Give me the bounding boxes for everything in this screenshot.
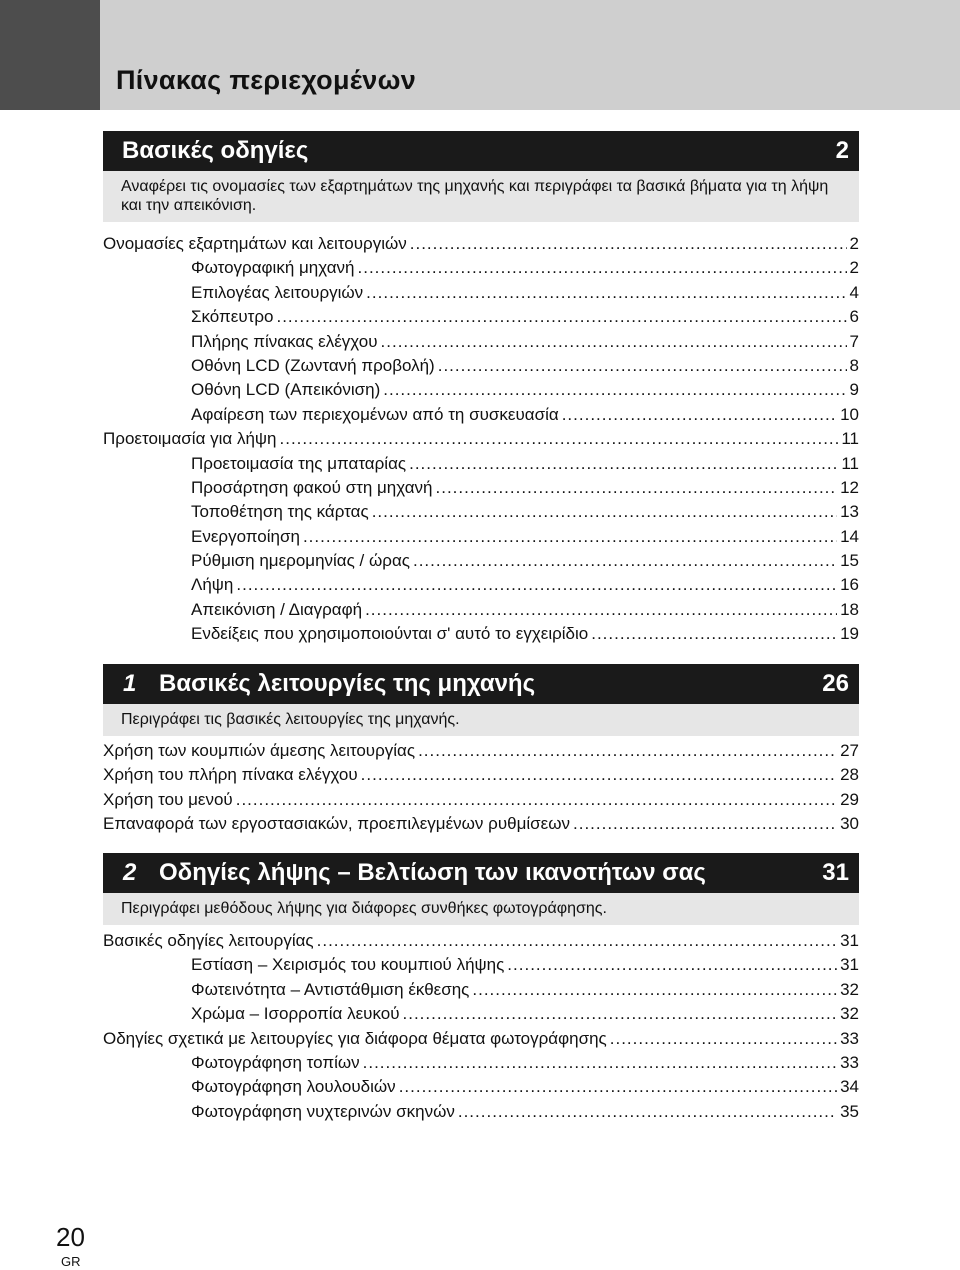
dot-leader: [438, 354, 847, 378]
dot-leader: [365, 598, 837, 622]
toc-entry-page: 33: [840, 1028, 859, 1048]
toc-entry-label: Εστίαση – Χειρισμός του κουμπιού λήψης: [191, 955, 505, 975]
toc-entry-label: Φωτογράφηση νυχτερινών σκηνών: [191, 1101, 455, 1121]
section-title: Βασικές οδηγίες: [122, 137, 309, 164]
dot-leader: [507, 953, 837, 977]
toc-entry-label: Φωτογράφηση λουλουδιών: [191, 1077, 396, 1097]
toc-entry[interactable]: [103, 476, 859, 500]
toc-entry[interactable]: [103, 330, 859, 354]
dot-leader: [410, 232, 847, 256]
toc-entry-label: Ενδείξεις που χρησιμοποιούνται σ' αυτό το εγχειρίδιο: [191, 624, 589, 644]
toc-entry[interactable]: [103, 788, 859, 812]
dot-leader: [383, 378, 846, 402]
toc-entry[interactable]: [103, 1051, 859, 1075]
toc-entry-page: 32: [840, 979, 859, 999]
dot-leader: [236, 788, 837, 812]
section-page: 31: [822, 859, 849, 886]
toc-entry-page: 30: [840, 814, 859, 834]
toc-entry-page: 14: [840, 526, 859, 546]
toc-entry[interactable]: [103, 452, 859, 476]
dot-leader: [317, 929, 837, 953]
toc-entry-page: 28: [840, 765, 859, 785]
dot-leader: [418, 739, 837, 763]
toc-entry-page: 7: [849, 331, 859, 351]
page-title: Πίνακας περιεχομένων: [116, 65, 417, 95]
toc-entry-page: 31: [840, 931, 859, 950]
toc-entry-page: 18: [840, 599, 859, 619]
toc-entry-label: Φωτεινότητα – Αντιστάθμιση έκθεσης: [191, 979, 470, 999]
toc-entry-label: Προετοιμασία για λήψη: [103, 429, 277, 449]
section-page: 2: [835, 137, 849, 164]
toc-entry[interactable]: [103, 256, 859, 280]
dot-leader: [372, 500, 837, 524]
toc-entry-page: 35: [840, 1101, 859, 1121]
dot-leader: [403, 1002, 838, 1026]
dot-leader: [363, 1051, 837, 1075]
toc-entry-page: 29: [840, 789, 859, 809]
toc-entry-label: Χρήση του μενού: [103, 789, 233, 809]
toc-entry-label: Προσάρτηση φακού στη μηχανή: [191, 477, 433, 497]
toc-entry-label: Ρύθμιση ημερομηνίας / ώρας: [191, 551, 410, 571]
toc-entry-page: 4: [849, 282, 859, 302]
toc-entry-label: Ενεργοποίηση: [191, 526, 300, 546]
toc-entry-label: Οδηγίες σχετικά με λειτουργίες για διάφορα θέματα φωτογράφησης: [103, 1028, 607, 1048]
toc-entry-page: 11: [841, 453, 859, 473]
toc-entry-label: Οθόνη LCD (Ζωντανή προβολή): [191, 355, 435, 375]
toc-entry-label: Προετοιμασία της μπαταρίας: [191, 453, 407, 473]
toc-entry-label: Σκόπευτρο: [191, 307, 274, 327]
toc-entry-label: Βασικές οδηγίες λειτουργίας: [103, 931, 314, 950]
toc-list-basic-camera-functions: [103, 739, 859, 837]
dot-leader: [366, 281, 846, 305]
toc-entry-page: 13: [840, 502, 859, 522]
toc-entry-page: 34: [840, 1077, 859, 1097]
toc-entry-label: Πλήρης πίνακας ελέγχου: [191, 331, 378, 351]
toc-entry-page: 16: [840, 575, 859, 595]
section-page: 26: [822, 670, 849, 697]
section-basic-instructions: [103, 131, 859, 222]
dot-leader: [280, 427, 839, 451]
toc-entry[interactable]: [103, 573, 859, 597]
toc-entry-page: 27: [840, 741, 859, 760]
section-description: Περιγράφει μεθόδους λήψης για διάφορες συνθήκες φωτογράφησης.: [103, 893, 859, 925]
toc-entry-page: 9: [849, 380, 859, 400]
toc-entry[interactable]: [103, 622, 859, 646]
dot-leader: [562, 403, 837, 427]
toc-entry-label: Χρήση των κουμπιών άμεσης λειτουργίας: [103, 741, 416, 760]
toc-entry[interactable]: [103, 978, 859, 1002]
toc-entry-label: Φωτογραφική μηχανή: [191, 258, 355, 278]
dot-leader: [436, 476, 838, 500]
toc-entry[interactable]: [103, 1075, 859, 1099]
dot-leader: [413, 549, 837, 573]
dot-leader: [361, 763, 837, 787]
toc-entry[interactable]: [103, 598, 859, 622]
toc-entry[interactable]: [103, 525, 859, 549]
toc-entry[interactable]: [103, 305, 859, 329]
toc-entry[interactable]: [103, 427, 859, 451]
toc-entry[interactable]: [103, 953, 859, 977]
toc-entry-page: 12: [840, 477, 859, 497]
dot-leader: [573, 812, 837, 836]
toc-entry[interactable]: [103, 1100, 859, 1124]
toc-entry-page: 10: [840, 404, 859, 424]
toc-entry[interactable]: [103, 812, 859, 836]
toc-entry-label: Φωτογράφηση τοπίων: [191, 1052, 360, 1072]
toc-entry[interactable]: [103, 763, 859, 787]
dot-leader: [591, 622, 837, 646]
section-title: Οδηγίες λήψης – Βελτίωση των ικανοτήτων σας: [159, 859, 706, 886]
section-description: Περιγράφει τις βασικές λειτουργίες της μηχανής.: [103, 704, 859, 736]
dot-leader: [610, 1027, 837, 1051]
toc-entry-page: 2: [849, 234, 859, 253]
toc-entry-label: Τοποθέτηση της κάρτας: [191, 502, 369, 522]
toc-entry-label: Χρήση του πλήρη πίνακα ελέγχου: [103, 765, 358, 785]
toc-entry[interactable]: [103, 354, 859, 378]
dot-leader: [303, 525, 837, 549]
toc-entry-page: 32: [840, 1004, 859, 1024]
language-code: GR: [61, 1254, 81, 1269]
section-header: [103, 131, 859, 171]
toc-entry-page: 15: [840, 551, 859, 571]
dot-leader: [358, 256, 847, 280]
dot-leader: [236, 573, 837, 597]
toc-list-shooting-guide: [103, 929, 859, 1124]
toc-entry[interactable]: [103, 378, 859, 402]
toc-entry-label: Ονομασίες εξαρτημάτων και λειτουργιών: [103, 234, 407, 253]
toc-entry-page: 19: [840, 624, 859, 644]
section-title: Βασικές λειτουργίες της μηχανής: [159, 670, 536, 697]
dot-leader: [399, 1075, 837, 1099]
toc-entry-label: Επιλογέας λειτουργιών: [191, 282, 364, 302]
toc-entry[interactable]: [103, 1027, 859, 1051]
toc-entry[interactable]: [103, 549, 859, 573]
dot-leader: [458, 1100, 837, 1124]
page-number: 20: [56, 1222, 85, 1252]
toc-entry[interactable]: [103, 1002, 859, 1026]
toc-entry[interactable]: [103, 739, 859, 763]
toc-entry-page: 31: [840, 955, 859, 975]
header-tab: [0, 0, 100, 110]
toc-entry-label: Χρώμα – Ισορροπία λευκού: [191, 1004, 400, 1024]
toc-list-basic-instructions: [103, 232, 859, 647]
toc-entry[interactable]: [103, 232, 859, 256]
toc-entry[interactable]: [103, 929, 859, 953]
toc-entry-label: Απεικόνιση / Διαγραφή: [191, 599, 363, 619]
dot-leader: [409, 452, 838, 476]
toc-entry-page: 33: [840, 1052, 859, 1072]
toc-entry[interactable]: [103, 403, 859, 427]
toc-entry-page: 2: [849, 258, 859, 278]
dot-leader: [276, 305, 846, 329]
section-header: [103, 853, 859, 893]
toc-entry[interactable]: [103, 281, 859, 305]
toc-entry-page: 6: [849, 307, 859, 327]
toc-entry-page: 8: [849, 355, 859, 375]
dot-leader: [472, 978, 837, 1002]
toc-entry-label: Αφαίρεση των περιεχομένων από τη συσκευασία: [191, 404, 559, 424]
section-header: [103, 664, 859, 704]
section-shooting-guide: [103, 853, 859, 925]
toc-entry[interactable]: [103, 500, 859, 524]
section-number: 1: [123, 670, 137, 697]
section-number: 2: [123, 859, 137, 886]
dot-leader: [381, 330, 847, 354]
toc-entry-page: 11: [841, 429, 859, 449]
toc-entry-label: Λήψη: [191, 575, 234, 595]
toc-entry-label: Οθόνη LCD (Απεικόνιση): [191, 380, 381, 400]
toc-entry-label: Επαναφορά των εργοστασιακών, προεπιλεγμένων ρυθμίσεων: [103, 814, 570, 834]
section-basic-camera-functions: [103, 664, 859, 736]
section-description: Αναφέρει τις ονομασίες των εξαρτημάτων της μηχανής και περιγράφει τα βασικά βήματα για τη λήψη και την απεικόνιση.: [103, 171, 859, 222]
